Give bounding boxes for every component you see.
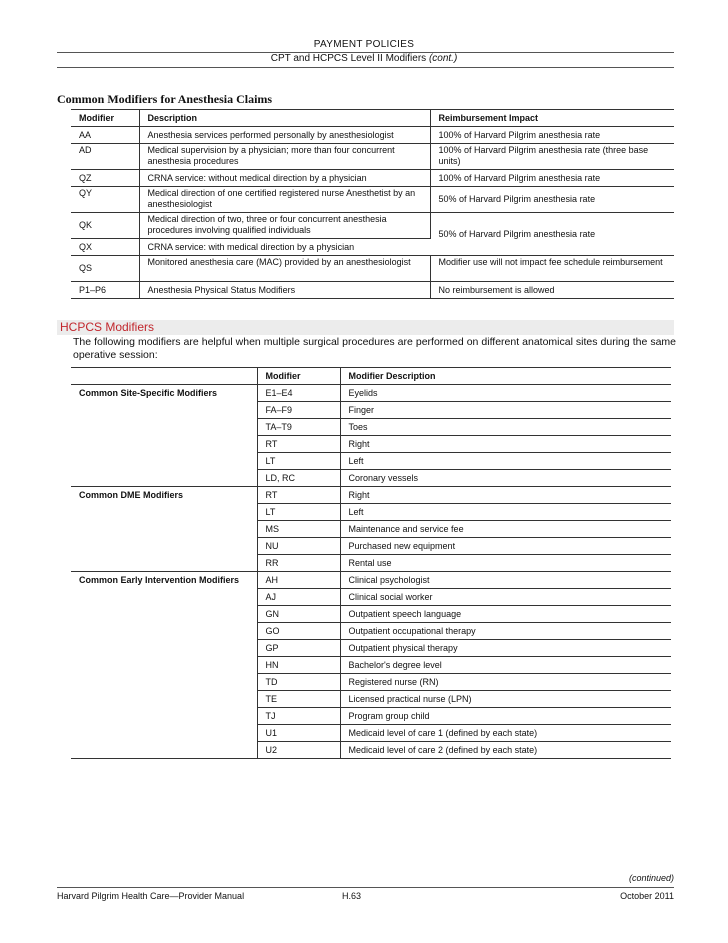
modifier-group-label [71, 589, 257, 606]
impact-cell: 100% of Harvard Pilgrim anesthesia rate (three base units) [430, 144, 674, 170]
table-row [71, 589, 671, 606]
modifier-description-cell: Coronary vessels [340, 470, 671, 487]
header-rule-bottom [57, 67, 674, 68]
table-row [71, 170, 674, 187]
modifier-description-cell: Registered nurse (RN) [340, 674, 671, 691]
footer-rule [57, 887, 674, 888]
modifier-cell: QY [71, 187, 139, 213]
modifier-code-cell: LD, RC [257, 470, 340, 487]
modifier-description-cell: Eyelids [340, 385, 671, 402]
modifier-group-label [71, 725, 257, 742]
hcpcs-modifiers-table [71, 367, 671, 759]
table-row [71, 144, 674, 170]
modifier-description-cell: Licensed practical nurse (LPN) [340, 691, 671, 708]
table-header-row [71, 110, 674, 127]
table-row [71, 725, 671, 742]
description-cell: CRNA service: without medical direction by a physician [139, 170, 430, 187]
modifier-cell: QX [71, 239, 139, 256]
modifier-cell: AA [71, 127, 139, 144]
modifier-group-label [71, 606, 257, 623]
modifier-description-cell: Purchased new equipment [340, 538, 671, 555]
column-header: Modifier Description [340, 368, 671, 385]
modifier-cell: QS [71, 256, 139, 282]
modifier-description-cell: Toes [340, 419, 671, 436]
impact-cell: No reimbursement is allowed [430, 282, 674, 299]
anesthesia-modifiers-table [71, 109, 674, 299]
page-header-subtitle [0, 53, 728, 64]
modifier-code-cell: TD [257, 674, 340, 691]
modifier-code-cell: E1–E4 [257, 385, 340, 402]
modifier-code-cell: U1 [257, 725, 340, 742]
modifier-group-label [71, 742, 257, 759]
modifier-group-label [71, 640, 257, 657]
modifier-group-label [71, 402, 257, 419]
table-row [71, 282, 674, 299]
table-row [71, 213, 674, 239]
modifier-code-cell: LT [257, 504, 340, 521]
modifier-description-cell: Medicaid level of care 1 (defined by each state) [340, 725, 671, 742]
table-row [71, 657, 671, 674]
modifier-code-cell: GO [257, 623, 340, 640]
modifier-code-cell: AJ [257, 589, 340, 606]
table-row [71, 708, 671, 725]
modifier-cell: AD [71, 144, 139, 170]
description-cell: CRNA service: with medical direction by a physician [139, 239, 430, 256]
column-header: Reimbursement Impact [430, 110, 674, 127]
table-row [71, 436, 671, 453]
subtitle-main: CPT and HCPCS Level II Modifiers [270, 53, 427, 64]
modifier-code-cell: U2 [257, 742, 340, 759]
footer-manual-name: Harvard Pilgrim Health Care—Provider Manual [57, 891, 245, 901]
anesthesia-section-title: Common Modifiers for Anesthesia Claims [57, 92, 273, 106]
description-cell: Medical direction of one certified registered nurse Anesthetist by an anesthesiologist [139, 187, 430, 213]
table-row [71, 572, 671, 589]
modifier-cell: QK [71, 213, 139, 239]
modifier-group-label [71, 419, 257, 436]
table-row [71, 691, 671, 708]
modifier-group-label [71, 708, 257, 725]
modifier-description-cell: Outpatient occupational therapy [340, 623, 671, 640]
modifier-group-label [71, 623, 257, 640]
description-cell: Monitored anesthesia care (MAC) provided by an anesthesiologist [139, 256, 430, 282]
column-header: Description [139, 110, 430, 127]
modifier-description-cell: Finger [340, 402, 671, 419]
modifier-code-cell: AH [257, 572, 340, 589]
modifier-description-cell: Rental use [340, 555, 671, 572]
modifier-description-cell: Left [340, 453, 671, 470]
modifier-group-label [71, 691, 257, 708]
modifier-group-label [71, 436, 257, 453]
modifier-description-cell: Outpatient physical therapy [340, 640, 671, 657]
continued-note: (continued) [628, 873, 674, 883]
modifier-cell: P1–P6 [71, 282, 139, 299]
table-row [71, 487, 671, 504]
table-row [71, 521, 671, 538]
description-cell: Medical direction of two, three or four concurrent anesthesia procedures involving qualified individuals [139, 213, 430, 239]
table-row [71, 504, 671, 521]
modifier-description-cell: Maintenance and service fee [340, 521, 671, 538]
modifier-description-cell: Clinical social worker [340, 589, 671, 606]
modifier-code-cell: RR [257, 555, 340, 572]
modifier-code-cell: LT [257, 453, 340, 470]
modifier-group-label: Common DME Modifiers [79, 489, 184, 500]
subtitle-suffix: (cont.) [428, 53, 458, 64]
table-row [71, 419, 671, 436]
impact-cell: 100% of Harvard Pilgrim anesthesia rate [430, 127, 674, 144]
description-cell: Anesthesia services performed personally by anesthesiologist [139, 127, 430, 144]
modifier-code-cell: RT [257, 487, 340, 504]
table-row [71, 640, 671, 657]
description-cell: Anesthesia Physical Status Modifiers [139, 282, 430, 299]
modifier-description-cell: Outpatient speech language [340, 606, 671, 623]
column-header: Modifier [257, 368, 340, 385]
table-row [71, 256, 674, 282]
impact-cell: Modifier use will not impact fee schedule reimbursement [430, 256, 674, 282]
table-row [71, 385, 671, 402]
modifier-description-cell: Right [340, 436, 671, 453]
modifier-cell: QZ [71, 170, 139, 187]
modifier-code-cell: MS [257, 521, 340, 538]
table-row [71, 674, 671, 691]
impact-cell: 50% of Harvard Pilgrim anesthesia rate [430, 187, 674, 213]
modifier-group-label [71, 555, 257, 572]
modifier-code-cell: TA–T9 [257, 419, 340, 436]
hcpcs-intro-text: The following modifiers are helpful when multiple surgical procedures are performed on different anatomical sites during the same operative session: [73, 336, 676, 361]
modifier-group-label: Common Early Intervention Modifiers [79, 574, 240, 585]
modifier-code-cell: HN [257, 657, 340, 674]
modifier-group-label [71, 453, 257, 470]
table-row [71, 606, 671, 623]
modifier-description-cell: Medicaid level of care 2 (defined by each state) [340, 742, 671, 759]
modifier-code-cell: GN [257, 606, 340, 623]
table-row [71, 742, 671, 759]
modifier-description-cell: Clinical psychologist [340, 572, 671, 589]
modifier-group-label: Common Site-Specific Modifiers [79, 387, 218, 398]
modifier-code-cell: NU [257, 538, 340, 555]
column-header: Modifier [71, 110, 139, 127]
modifier-code-cell: TJ [257, 708, 340, 725]
table-row [71, 555, 671, 572]
table-row [71, 538, 671, 555]
modifier-description-cell: Program group child [340, 708, 671, 725]
hcpcs-section-title: HCPCS Modifiers [60, 320, 155, 334]
table-header-row [71, 368, 671, 385]
table-row [71, 623, 671, 640]
modifier-description-cell: Right [340, 487, 671, 504]
modifier-group-label [71, 538, 257, 555]
header-rule-top [57, 52, 674, 53]
table-row [71, 453, 671, 470]
modifier-group-label [71, 521, 257, 538]
modifier-group-label [71, 657, 257, 674]
modifier-group-label [71, 470, 257, 487]
footer-date: October 2011 [620, 891, 674, 901]
modifier-code-cell: RT [257, 436, 340, 453]
table-row [71, 127, 674, 144]
modifier-group-label [71, 674, 257, 691]
modifier-group-label [71, 504, 257, 521]
modifier-code-cell: GP [257, 640, 340, 657]
modifier-description-cell: Bachelor's degree level [340, 657, 671, 674]
impact-cell: 50% of Harvard Pilgrim anesthesia rate [430, 213, 674, 256]
modifier-code-cell: TE [257, 691, 340, 708]
column-header [71, 368, 257, 385]
description-cell: Medical supervision by a physician; more than four concurrent anesthesia procedures [139, 144, 430, 170]
page-header-title: PAYMENT POLICIES [313, 39, 415, 50]
modifier-code-cell: FA–F9 [257, 402, 340, 419]
modifier-description-cell: Left [340, 504, 671, 521]
impact-cell: 100% of Harvard Pilgrim anesthesia rate [430, 170, 674, 187]
table-row [71, 402, 671, 419]
footer-page-number: H.63 [342, 891, 362, 901]
table-row [71, 187, 674, 213]
table-row [71, 470, 671, 487]
